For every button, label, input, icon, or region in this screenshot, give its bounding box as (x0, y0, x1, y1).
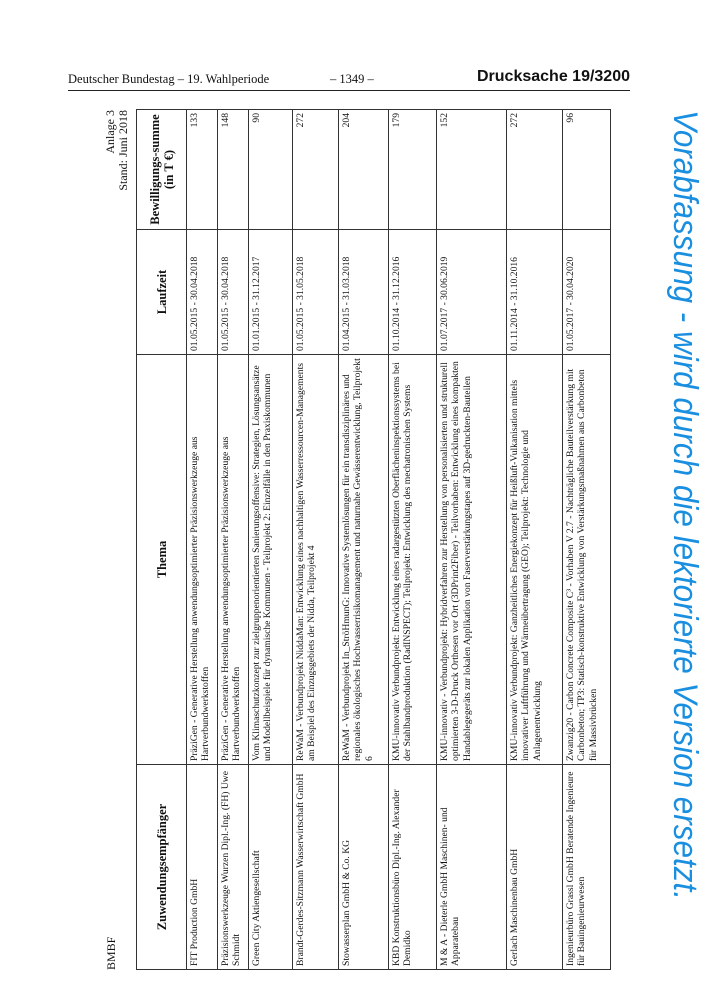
page-number: – 1349 – (330, 72, 374, 86)
cell-amount: 179 (389, 110, 437, 230)
cell-recipient: Stowasserplan GmbH & Co. KG (339, 765, 389, 970)
table-row (249, 110, 293, 970)
col-header-amount-text: Bewilligungs-summe (in T €) (147, 114, 176, 225)
cell-topic: ReWaM - Verbundprojekt In_StröHmunG: Innovative Systemlösungen für ein transdisziplinäres und regionales ökologisches Hochwasserrisikomanagement und naturnahe Gewässerentwicklung, Teilprojekt 6 (339, 355, 389, 765)
cell-topic: KMU-innovativ Verbundprojekt: Ganzheitliches Energiekonzept für Heißluft-Vulkanisation mittels innovativer Luftführung und Wärmeübertragung (GEO); Teilprojekt: Technologie und Anlagenentwicklung (507, 355, 563, 765)
table-row (187, 110, 218, 970)
table-row (563, 110, 611, 970)
cell-amount: 152 (437, 110, 507, 230)
cell-period: 01.05.2017 - 30.04.2020 (563, 230, 611, 355)
table-row (507, 110, 563, 970)
table-row (389, 110, 437, 970)
cell-amount: 133 (187, 110, 218, 230)
watermark-svg (664, 110, 704, 964)
cell-period: 01.05.2015 - 31.05.2018 (293, 230, 339, 355)
annex-block (104, 110, 130, 191)
cell-recipient: KBD Konstruktionsbüro Dipl.-Ing. Alexander Demidko (389, 765, 437, 970)
cell-amount: 272 (293, 110, 339, 230)
cell-topic: PräziGen - Generative Herstellung anwendungsoptimierter Präzisionswerkzeuge aus Hartverbundwerkstoffen (218, 355, 249, 765)
cell-recipient: Gerlach Maschinenbau GmbH (507, 765, 563, 970)
col-header-recipient: Zuwendungsempfänger (137, 765, 187, 970)
cell-amount: 96 (563, 110, 611, 230)
cell-period: 01.11.2014 - 31.10.2016 (507, 230, 563, 355)
watermark (664, 110, 704, 964)
cell-period: 01.07.2017 - 30.06.2019 (437, 230, 507, 355)
cell-recipient: Präzisionswerkzeuge Wurzen Dipl.-Ing. (FH) Uwe Schmidt (218, 765, 249, 970)
cell-period: 01.01.2015 - 31.12.2017 (249, 230, 293, 355)
table-row (339, 110, 389, 970)
cell-period: 01.04.2015 - 31.03.2018 (339, 230, 389, 355)
annex-label: Anlage 3 (103, 110, 117, 154)
cell-recipient: FIT Production GmbH (187, 765, 218, 970)
table-header-row (137, 110, 187, 970)
table-row (218, 110, 249, 970)
cell-period: 01.05.2015 - 30.04.2018 (218, 230, 249, 355)
status-label: Stand: Juni 2018 (116, 110, 130, 191)
cell-topic: KMU-innovativ - Verbundprojekt: Hybridverfahren zur Herstellung von personalisierten und strukturell optimierten 3-D-Druck Orthesen vor Ort (3DPrint2Fiber) - Teilvorhaben: Entwicklung eines kompakten Handablegegeräts zur lokalen Applikation von Faserverstärkungstapes auf 3D-gedruckten-Bauteilen (437, 355, 507, 765)
rotated-content (102, 110, 627, 970)
funding-table (136, 109, 611, 970)
cell-period: 01.05.2015 - 30.04.2018 (187, 230, 218, 355)
cell-topic: Zwanzig20 - Carbon Concrete Composite C³ - Vorhaben V 2.7 - Nachträgliche Bauteilverstärkung mit Carbonbeton; TP3: Statisch-konstruktive Entwicklung von Verstärkungsmaßnahmen aus Carbonbeton für Massivbrücken (563, 355, 611, 765)
ministry-label: BMBF (104, 936, 118, 970)
cell-topic: PräziGen - Generative Herstellung anwendungsoptimierter Präzisionswerkzeuge aus Hartverbundwerkstoffen (187, 355, 218, 765)
cell-amount: 272 (507, 110, 563, 230)
col-header-period: Laufzeit (137, 230, 187, 355)
col-header-topic: Thema (137, 355, 187, 765)
cell-amount: 204 (339, 110, 389, 230)
cell-topic: Vom Klimaschutzkonzept zur zielgruppenorientierten Sanierungsoffensive: Strategien, Lösungsansätze und Modellbeispiele für dynamische Kommunen - Teilprojekt 2: Einzelfälle in den Praxiskommunen (249, 355, 293, 765)
cell-topic: ReWaM - Verbundprojekt NiddaMan: Entwicklung eines nachhaltigen Wasserressourcen-Managements am Beispiel des Einzugsgebiets der Nidda, Teilprojekt 4 (293, 355, 339, 765)
document-prefix: Drucksache 19/ (477, 68, 595, 85)
table-row (293, 110, 339, 970)
cell-period: 01.10.2014 - 31.12.2016 (389, 230, 437, 355)
table-row (437, 110, 507, 970)
header-rule (68, 90, 630, 91)
col-header-amount (137, 110, 187, 230)
document-number-value: 3200 (594, 68, 630, 85)
cell-recipient: Brandt-Gerdes-Sitzmann Wasserwirtschaft GmbH (293, 765, 339, 970)
cell-recipient: Green City Aktiengesellschaft (249, 765, 293, 970)
watermark-text: Vorabfassung - wird durch die lektorierte Version ersetzt. (666, 110, 704, 964)
cell-recipient: M & A - Dieterle GmbH Maschinen- und Apparatebau (437, 765, 507, 970)
cell-amount: 148 (218, 110, 249, 230)
cell-topic: KMU-innovativ Verbundprojekt: Entwicklung eines radargestützten Oberflächeninspektionssystems bei der Stahlbandproduktion (RadINSPECT); Teilprojekt: Entwicklung des mechatronischen Systems (389, 355, 437, 765)
header-left: Deutscher Bundestag – 19. Wahlperiode (68, 72, 270, 86)
cell-amount: 90 (249, 110, 293, 230)
document-number (477, 68, 630, 86)
cell-recipient: Ingenieurbüro Grassl GmbH Beratende Ingenieure für Bauingenieurwesen (563, 765, 611, 970)
